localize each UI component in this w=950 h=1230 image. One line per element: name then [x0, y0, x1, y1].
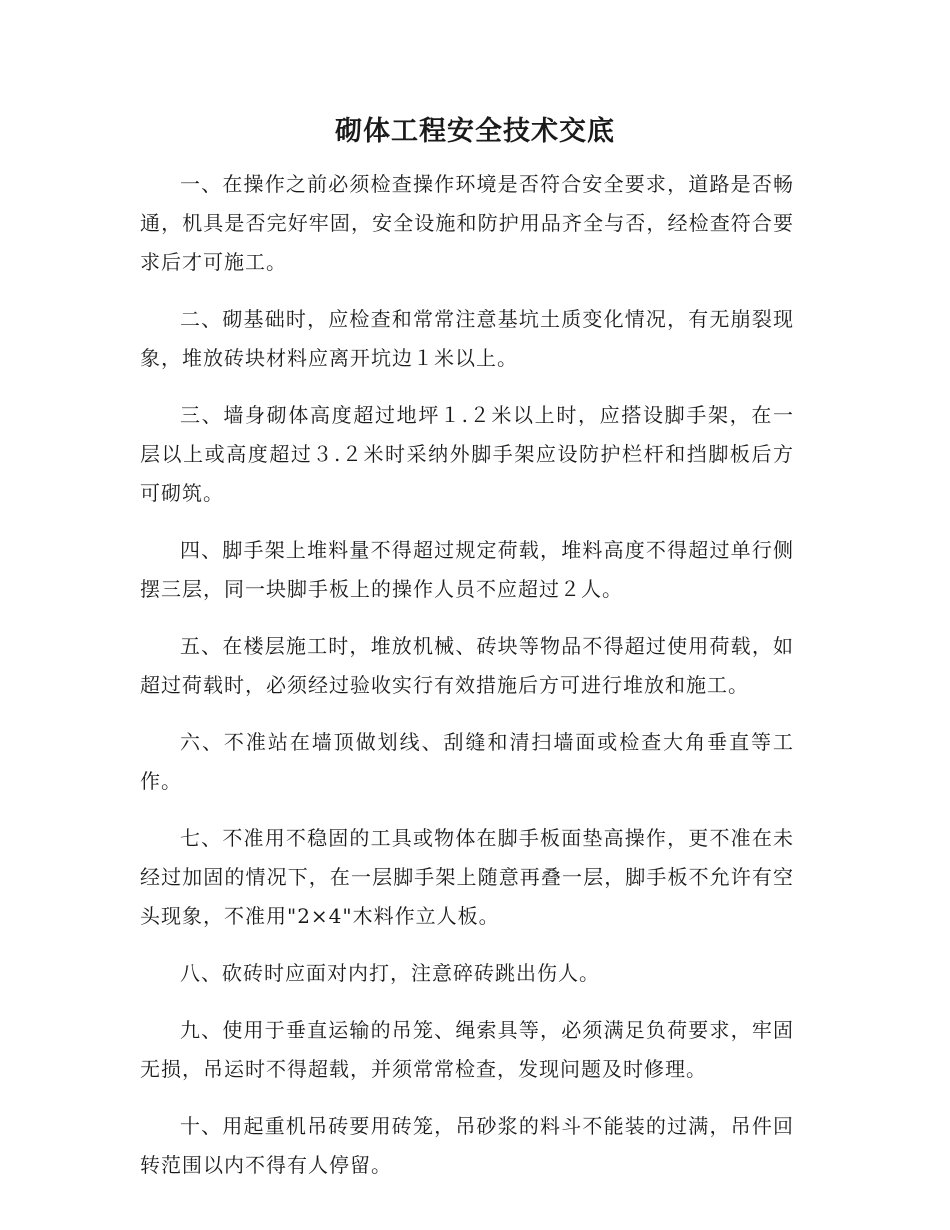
paragraph-7: 七、不准用不稳固的工具或物体在脚手板面垫高操作，更不准在未经过加固的情况下，在一层脚手架上随意再叠一层，脚手板不允许有空头现象，不准用"2×4"木料作立人板。 [140, 826, 794, 928]
paragraph-8: 八、砍砖时应面对内打，注意碎砖跳出伤人。 [180, 961, 600, 985]
paragraph-9: 九、使用于垂直运输的吊笼、绳索具等，必须满足负荷要求，牢固无损，吊运时不得超载，并须常常检查，发现问题及时修理。 [140, 1018, 794, 1081]
paragraph-2: 二、砌基础时，应检查和常常注意基坑土质变化情况，有无崩裂现象，堆放砖块材料应离开坑边１米以上。 [140, 307, 794, 370]
paragraph-10: 十、用起重机吊砖要用砖笼，吊砂浆的料斗不能装的过满，吊件回转范围以内不得有人停留。 [140, 1114, 794, 1177]
paragraph-6: 六、不准站在墙顶做划线、刮缝和清扫墙面或检查大角垂直等工作。 [140, 730, 794, 793]
paragraph-3: 三、墙身砌体高度超过地坪１.２米以上时，应搭设脚手架，在一层以上或高度超过３.２米时采纳外脚手架应设防护栏杆和挡脚板后方可砌筑。 [140, 403, 794, 505]
paragraph-4: 四、脚手架上堆料量不得超过规定荷载，堆料高度不得超过单行侧摆三层，同一块脚手板上的操作人员不应超过２人。 [140, 538, 794, 601]
paragraph-1: 一、在操作之前必须检查操作环境是否符合安全要求，道路是否畅通，机具是否完好牢固，安全设施和防护用品齐全与否，经检查符合要求后才可施工。 [140, 172, 794, 274]
document-body [140, 165, 794, 1203]
paragraph-5: 五、在楼层施工时，堆放机械、砖块等物品不得超过使用荷载，如超过荷载时，必须经过验收实行有效措施后方可进行堆放和施工。 [140, 634, 794, 697]
document-title: 砌体工程安全技术交底 [335, 116, 615, 147]
